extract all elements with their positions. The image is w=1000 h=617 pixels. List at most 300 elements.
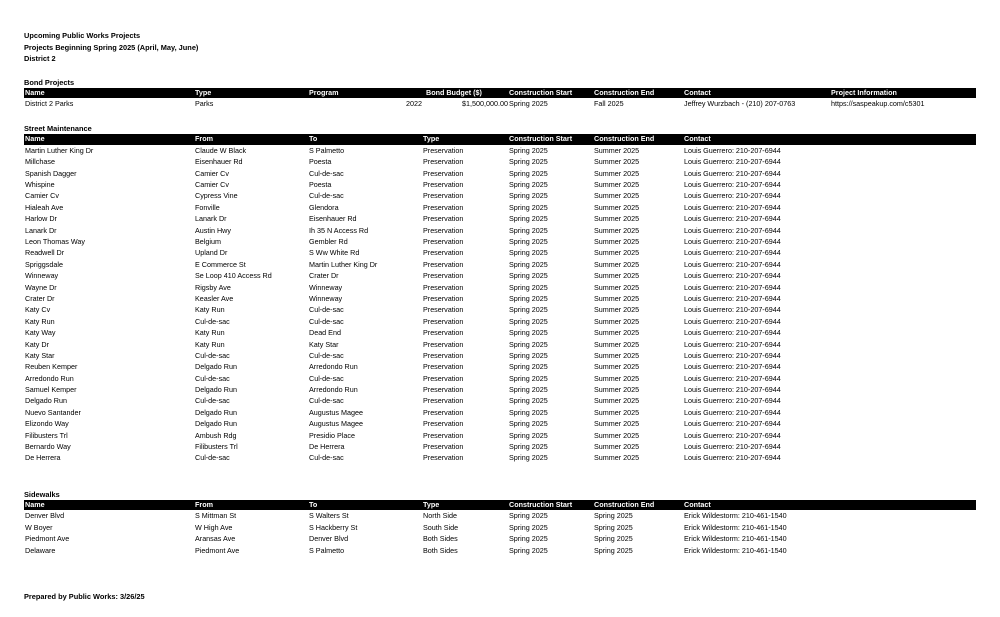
cell-to: Winneway <box>309 282 343 292</box>
bond-budget: $1,500,000.00 <box>462 99 508 108</box>
table-row <box>24 350 976 361</box>
cell-contact: Louis Guerrero: 210-207-6944 <box>684 373 781 383</box>
cell-type: Preservation <box>423 419 464 429</box>
cell-from: Cypress Vine <box>195 191 238 201</box>
cell-start: Spring 2025 <box>509 225 548 235</box>
cell-from: Delgado Run <box>195 385 237 395</box>
cell-from: Claude W Black <box>195 145 247 155</box>
cell-name: Winneway <box>25 271 59 281</box>
cell-type: Preservation <box>423 350 464 360</box>
cell-from: Delgado Run <box>195 419 237 429</box>
col-info-header: Project Information <box>831 87 897 97</box>
cell-type: North Side <box>423 511 457 521</box>
cell-end: Summer 2025 <box>594 271 640 281</box>
col-end-header: Construction End <box>594 134 655 144</box>
cell-from: S Mittman St <box>195 511 237 521</box>
cell-contact: Louis Guerrero: 210-207-6944 <box>684 145 781 155</box>
cell-from: Delgado Run <box>195 362 237 372</box>
cell-contact: Louis Guerrero: 210-207-6944 <box>684 407 781 417</box>
cell-end: Summer 2025 <box>594 350 640 360</box>
cell-name: Wayne Dr <box>25 282 57 292</box>
cell-name: Bernardo Way <box>25 442 71 452</box>
street-table-header <box>24 134 976 145</box>
cell-to: Eisenhauer Rd <box>309 214 357 224</box>
cell-end: Summer 2025 <box>594 305 640 315</box>
table-row <box>24 395 976 406</box>
cell-end: Summer 2025 <box>594 339 640 349</box>
cell-from: Camier Cv <box>195 180 229 190</box>
col-end-header: Construction End <box>594 87 655 97</box>
bond-contact: Jeffrey Wurzbach - (210) 207-0763 <box>684 99 796 108</box>
cell-end: Summer 2025 <box>594 293 640 303</box>
cell-start: Spring 2025 <box>509 202 548 212</box>
cell-end: Summer 2025 <box>594 202 640 212</box>
cell-to: Cul-de-sac <box>309 350 344 360</box>
cell-start: Spring 2025 <box>509 396 548 406</box>
cell-start: Spring 2025 <box>509 237 548 247</box>
table-row <box>24 533 976 544</box>
cell-end: Summer 2025 <box>594 168 640 178</box>
cell-to: Cul-de-sac <box>309 316 344 326</box>
cell-to: S Ww White Rd <box>309 248 360 258</box>
cell-name: Elizondo Way <box>25 419 69 429</box>
col-contact-header: Contact <box>684 499 711 509</box>
cell-type: Preservation <box>423 373 464 383</box>
cell-end: Summer 2025 <box>594 328 640 338</box>
cell-from: Aransas Ave <box>195 534 236 544</box>
cell-to: S Walters St <box>309 511 349 521</box>
cell-type: Preservation <box>423 145 464 155</box>
cell-contact: Louis Guerrero: 210-207-6944 <box>684 180 781 190</box>
cell-to: Poesta <box>309 157 332 167</box>
cell-to: S Palmetto <box>309 145 345 155</box>
cell-end: Summer 2025 <box>594 396 640 406</box>
cell-start: Spring 2025 <box>509 282 548 292</box>
table-row <box>24 418 976 429</box>
cell-from: Piedmont Ave <box>195 545 240 555</box>
sidewalks-table-body <box>24 510 976 556</box>
cell-type: Preservation <box>423 430 464 440</box>
col-contact-header: Contact <box>684 134 711 144</box>
cell-name: Readwell Dr <box>25 248 65 258</box>
cell-name: Samuel Kemper <box>25 385 77 395</box>
cell-start: Spring 2025 <box>509 419 548 429</box>
cell-name: Harlow Dr <box>25 214 57 224</box>
cell-name: Denver Blvd <box>25 511 65 521</box>
table-row <box>24 247 976 258</box>
col-from-header: From <box>195 134 213 144</box>
table-row <box>24 190 976 201</box>
cell-contact: Louis Guerrero: 210-207-6944 <box>684 362 781 372</box>
cell-end: Summer 2025 <box>594 191 640 201</box>
cell-to: De Herrera <box>309 442 345 452</box>
cell-name: Piedmont Ave <box>25 534 70 544</box>
cell-end: Spring 2025 <box>594 545 633 555</box>
sidewalks-table-header <box>24 500 976 511</box>
cell-contact: Louis Guerrero: 210-207-6944 <box>684 259 781 269</box>
cell-to: Arredondo Run <box>309 385 358 395</box>
cell-contact: Louis Guerrero: 210-207-6944 <box>684 191 781 201</box>
col-type-header: Type <box>423 134 440 144</box>
cell-to: Denver Blvd <box>309 534 349 544</box>
cell-name: Hialeah Ave <box>25 202 64 212</box>
cell-start: Spring 2025 <box>509 373 548 383</box>
cell-end: Summer 2025 <box>594 282 640 292</box>
cell-type: Preservation <box>423 168 464 178</box>
cell-start: Spring 2025 <box>509 180 548 190</box>
bond-start: Spring 2025 <box>509 99 548 108</box>
cell-name: Nuevo Santander <box>25 407 81 417</box>
cell-name: Lanark Dr <box>25 225 57 235</box>
cell-type: Both Sides <box>423 545 458 555</box>
cell-from: Ambush Rdg <box>195 430 237 440</box>
table-row <box>24 98 976 109</box>
cell-contact: Louis Guerrero: 210-207-6944 <box>684 339 781 349</box>
table-row <box>24 510 976 521</box>
page-title: Upcoming Public Works Projects <box>24 31 141 40</box>
cell-end: Summer 2025 <box>594 373 640 383</box>
bond-type: Parks <box>195 99 214 108</box>
cell-type: Preservation <box>423 237 464 247</box>
cell-contact: Erick Wildestorm: 210-461-1540 <box>684 545 787 555</box>
cell-name: Delgado Run <box>25 396 67 406</box>
cell-from: Keasler Ave <box>195 293 234 303</box>
cell-to: Presidio Place <box>309 430 355 440</box>
cell-from: E Commerce St <box>195 259 246 269</box>
cell-contact: Erick Wildestorm: 210-461-1540 <box>684 522 787 532</box>
cell-end: Summer 2025 <box>594 237 640 247</box>
cell-type: Preservation <box>423 157 464 167</box>
cell-to: S Hackberry St <box>309 522 358 532</box>
cell-end: Summer 2025 <box>594 145 640 155</box>
cell-contact: Louis Guerrero: 210-207-6944 <box>684 419 781 429</box>
cell-type: Preservation <box>423 305 464 315</box>
cell-contact: Louis Guerrero: 210-207-6944 <box>684 305 781 315</box>
cell-to: Cul-de-sac <box>309 305 344 315</box>
cell-type: Preservation <box>423 259 464 269</box>
table-row <box>24 373 976 384</box>
cell-contact: Louis Guerrero: 210-207-6944 <box>684 385 781 395</box>
cell-to: Katy Star <box>309 339 339 349</box>
col-start-header: Construction Start <box>509 134 573 144</box>
cell-from: Cul-de-sac <box>195 396 230 406</box>
cell-type: Preservation <box>423 180 464 190</box>
cell-name: Katy Star <box>25 350 55 360</box>
cell-contact: Erick Wildestorm: 210-461-1540 <box>684 511 787 521</box>
cell-start: Spring 2025 <box>509 248 548 258</box>
street-section-title: Street Maintenance <box>24 124 92 134</box>
street-table-body <box>24 145 976 464</box>
table-row <box>24 361 976 372</box>
cell-from: Cul-de-sac <box>195 316 230 326</box>
cell-contact: Louis Guerrero: 210-207-6944 <box>684 328 781 338</box>
cell-start: Spring 2025 <box>509 453 548 463</box>
cell-name: Millchase <box>25 157 55 167</box>
cell-type: Preservation <box>423 339 464 349</box>
cell-type: Preservation <box>423 202 464 212</box>
cell-end: Spring 2025 <box>594 511 633 521</box>
table-row <box>24 327 976 338</box>
cell-contact: Louis Guerrero: 210-207-6944 <box>684 396 781 406</box>
cell-end: Summer 2025 <box>594 316 640 326</box>
table-row <box>24 202 976 213</box>
cell-from: Katy Run <box>195 339 225 349</box>
cell-end: Summer 2025 <box>594 248 640 258</box>
cell-end: Summer 2025 <box>594 259 640 269</box>
cell-type: Preservation <box>423 385 464 395</box>
cell-name: Arredondo Run <box>25 373 74 383</box>
cell-type: Preservation <box>423 191 464 201</box>
cell-contact: Louis Guerrero: 210-207-6944 <box>684 225 781 235</box>
cell-name: Delaware <box>25 545 56 555</box>
cell-name: Crater Dr <box>25 293 55 303</box>
page-subtitle: Projects Beginning Spring 2025 (April, May, June) <box>24 42 199 52</box>
cell-from: Cul-de-sac <box>195 453 230 463</box>
cell-start: Spring 2025 <box>509 316 548 326</box>
table-row <box>24 441 976 452</box>
bond-table-header <box>24 88 976 99</box>
cell-from: Belgium <box>195 237 221 247</box>
cell-from: Cul-de-sac <box>195 350 230 360</box>
cell-type: Preservation <box>423 282 464 292</box>
cell-contact: Erick Wildestorm: 210-461-1540 <box>684 534 787 544</box>
cell-start: Spring 2025 <box>509 407 548 417</box>
col-to-header: To <box>309 134 318 144</box>
bond-year: 2022 <box>406 99 422 108</box>
cell-start: Spring 2025 <box>509 339 548 349</box>
cell-contact: Louis Guerrero: 210-207-6944 <box>684 430 781 440</box>
cell-start: Spring 2025 <box>509 385 548 395</box>
cell-contact: Louis Guerrero: 210-207-6944 <box>684 442 781 452</box>
bond-name: District 2 Parks <box>25 99 74 108</box>
table-row <box>24 316 976 327</box>
cell-to: Poesta <box>309 180 332 190</box>
cell-contact: Louis Guerrero: 210-207-6944 <box>684 282 781 292</box>
cell-name: Martin Luther King Dr <box>25 145 94 155</box>
cell-to: S Palmetto <box>309 545 345 555</box>
cell-contact: Louis Guerrero: 210-207-6944 <box>684 237 781 247</box>
cell-name: De Herrera <box>25 453 61 463</box>
cell-name: Spanish Dagger <box>25 168 77 178</box>
table-row <box>24 545 976 556</box>
cell-from: Cul-de-sac <box>195 373 230 383</box>
cell-start: Spring 2025 <box>509 214 548 224</box>
cell-from: Austin Hwy <box>195 225 231 235</box>
table-row <box>24 145 976 156</box>
cell-to: Augustus Magee <box>309 419 363 429</box>
cell-contact: Louis Guerrero: 210-207-6944 <box>684 316 781 326</box>
cell-to: Ih 35 N Access Rd <box>309 225 369 235</box>
cell-type: Preservation <box>423 271 464 281</box>
cell-from: Camier Cv <box>195 168 229 178</box>
cell-to: Cul-de-sac <box>309 453 344 463</box>
cell-type: Preservation <box>423 328 464 338</box>
cell-to: Crater Dr <box>309 271 339 281</box>
cell-start: Spring 2025 <box>509 293 548 303</box>
table-row <box>24 522 976 533</box>
col-type-header: Type <box>423 499 440 509</box>
table-row <box>24 213 976 224</box>
table-row <box>24 452 976 463</box>
cell-name: Whispine <box>25 180 55 190</box>
col-start-header: Construction Start <box>509 87 573 97</box>
cell-type: Both Sides <box>423 534 458 544</box>
cell-to: Cul-de-sac <box>309 168 344 178</box>
cell-end: Summer 2025 <box>594 430 640 440</box>
col-from-header: From <box>195 499 213 509</box>
cell-to: Cul-de-sac <box>309 191 344 201</box>
bond-section-title: Bond Projects <box>24 77 75 87</box>
cell-type: South Side <box>423 522 459 532</box>
sidewalks-section-title: Sidewalks <box>24 489 60 499</box>
cell-contact: Louis Guerrero: 210-207-6944 <box>684 214 781 224</box>
cell-start: Spring 2025 <box>509 534 548 544</box>
cell-start: Spring 2025 <box>509 545 548 555</box>
cell-name: Katy Way <box>25 328 56 338</box>
cell-name: Spriggsdale <box>25 259 63 269</box>
cell-to: Winneway <box>309 293 343 303</box>
cell-type: Preservation <box>423 453 464 463</box>
cell-end: Spring 2025 <box>594 522 633 532</box>
bond-info-link[interactable]: https://saspeakup.com/c5301 <box>831 99 925 108</box>
cell-start: Spring 2025 <box>509 511 548 521</box>
cell-from: Rigsby Ave <box>195 282 231 292</box>
cell-from: Se Loop 410 Access Rd <box>195 271 272 281</box>
cell-type: Preservation <box>423 442 464 452</box>
cell-contact: Louis Guerrero: 210-207-6944 <box>684 202 781 212</box>
cell-name: Katy Dr <box>25 339 49 349</box>
cell-from: Katy Run <box>195 328 225 338</box>
col-to-header: To <box>309 499 318 509</box>
cell-to: Augustus Magee <box>309 407 363 417</box>
col-end-header: Construction End <box>594 499 655 509</box>
cell-to: Arredondo Run <box>309 362 358 372</box>
cell-name: Reuben Kemper <box>25 362 78 372</box>
col-budget-header: Bond Budget ($) <box>426 87 482 97</box>
table-row <box>24 339 976 350</box>
cell-to: Glendora <box>309 202 339 212</box>
cell-to: Gembler Rd <box>309 237 348 247</box>
table-row <box>24 384 976 395</box>
table-row <box>24 168 976 179</box>
cell-type: Preservation <box>423 316 464 326</box>
table-row <box>24 407 976 418</box>
cell-contact: Louis Guerrero: 210-207-6944 <box>684 350 781 360</box>
cell-name: Camier Cv <box>25 191 59 201</box>
cell-start: Spring 2025 <box>509 362 548 372</box>
col-name-header: Name <box>25 87 45 97</box>
col-name-header: Name <box>25 134 45 144</box>
cell-end: Summer 2025 <box>594 362 640 372</box>
cell-from: Upland Dr <box>195 248 228 258</box>
cell-end: Summer 2025 <box>594 180 640 190</box>
cell-start: Spring 2025 <box>509 145 548 155</box>
cell-contact: Louis Guerrero: 210-207-6944 <box>684 168 781 178</box>
cell-type: Preservation <box>423 362 464 372</box>
cell-from: W High Ave <box>195 522 233 532</box>
cell-end: Summer 2025 <box>594 157 640 167</box>
cell-end: Spring 2025 <box>594 534 633 544</box>
cell-contact: Louis Guerrero: 210-207-6944 <box>684 271 781 281</box>
cell-end: Summer 2025 <box>594 407 640 417</box>
cell-type: Preservation <box>423 396 464 406</box>
cell-contact: Louis Guerrero: 210-207-6944 <box>684 293 781 303</box>
cell-end: Summer 2025 <box>594 214 640 224</box>
cell-start: Spring 2025 <box>509 157 548 167</box>
cell-contact: Louis Guerrero: 210-207-6944 <box>684 157 781 167</box>
cell-start: Spring 2025 <box>509 305 548 315</box>
cell-start: Spring 2025 <box>509 168 548 178</box>
col-contact-header: Contact <box>684 87 711 97</box>
table-row <box>24 156 976 167</box>
table-row <box>24 259 976 270</box>
table-row <box>24 293 976 304</box>
cell-start: Spring 2025 <box>509 522 548 532</box>
cell-end: Summer 2025 <box>594 442 640 452</box>
table-row <box>24 304 976 315</box>
cell-from: Eisenhauer Rd <box>195 157 243 167</box>
document <box>24 30 976 602</box>
cell-type: Preservation <box>423 293 464 303</box>
col-name-header: Name <box>25 499 45 509</box>
table-row <box>24 282 976 293</box>
cell-end: Summer 2025 <box>594 453 640 463</box>
cell-type: Preservation <box>423 407 464 417</box>
col-program-header: Program <box>309 87 339 97</box>
cell-from: Katy Run <box>195 305 225 315</box>
table-row <box>24 270 976 281</box>
cell-type: Preservation <box>423 225 464 235</box>
cell-start: Spring 2025 <box>509 350 548 360</box>
cell-to: Cul-de-sac <box>309 373 344 383</box>
cell-from: Filibusters Trl <box>195 442 238 452</box>
cell-end: Summer 2025 <box>594 419 640 429</box>
cell-name: Leon Thomas Way <box>25 237 85 247</box>
cell-name: W Boyer <box>25 522 53 532</box>
table-row <box>24 179 976 190</box>
cell-contact: Louis Guerrero: 210-207-6944 <box>684 453 781 463</box>
cell-name: Katy Cv <box>25 305 51 315</box>
cell-name: Katy Run <box>25 316 55 326</box>
cell-from: Delgado Run <box>195 407 237 417</box>
table-row <box>24 225 976 236</box>
cell-start: Spring 2025 <box>509 328 548 338</box>
cell-start: Spring 2025 <box>509 430 548 440</box>
cell-from: Lanark Dr <box>195 214 227 224</box>
cell-name: Filibusters Trl <box>25 430 68 440</box>
cell-start: Spring 2025 <box>509 442 548 452</box>
cell-end: Summer 2025 <box>594 385 640 395</box>
cell-start: Spring 2025 <box>509 191 548 201</box>
bond-end: Fall 2025 <box>594 99 624 108</box>
col-type-header: Type <box>195 87 212 97</box>
cell-end: Summer 2025 <box>594 225 640 235</box>
cell-start: Spring 2025 <box>509 271 548 281</box>
cell-to: Cul-de-sac <box>309 396 344 406</box>
cell-contact: Louis Guerrero: 210-207-6944 <box>684 248 781 258</box>
cell-from: Fonville <box>195 202 220 212</box>
district-label: District 2 <box>24 54 56 63</box>
cell-to: Martin Luther King Dr <box>309 259 378 269</box>
prepared-by-footer: Prepared by Public Works: 3/26/25 <box>24 591 145 601</box>
cell-type: Preservation <box>423 214 464 224</box>
cell-start: Spring 2025 <box>509 259 548 269</box>
table-row <box>24 430 976 441</box>
table-row <box>24 236 976 247</box>
cell-type: Preservation <box>423 248 464 258</box>
cell-to: Dead End <box>309 328 341 338</box>
col-start-header: Construction Start <box>509 499 573 509</box>
